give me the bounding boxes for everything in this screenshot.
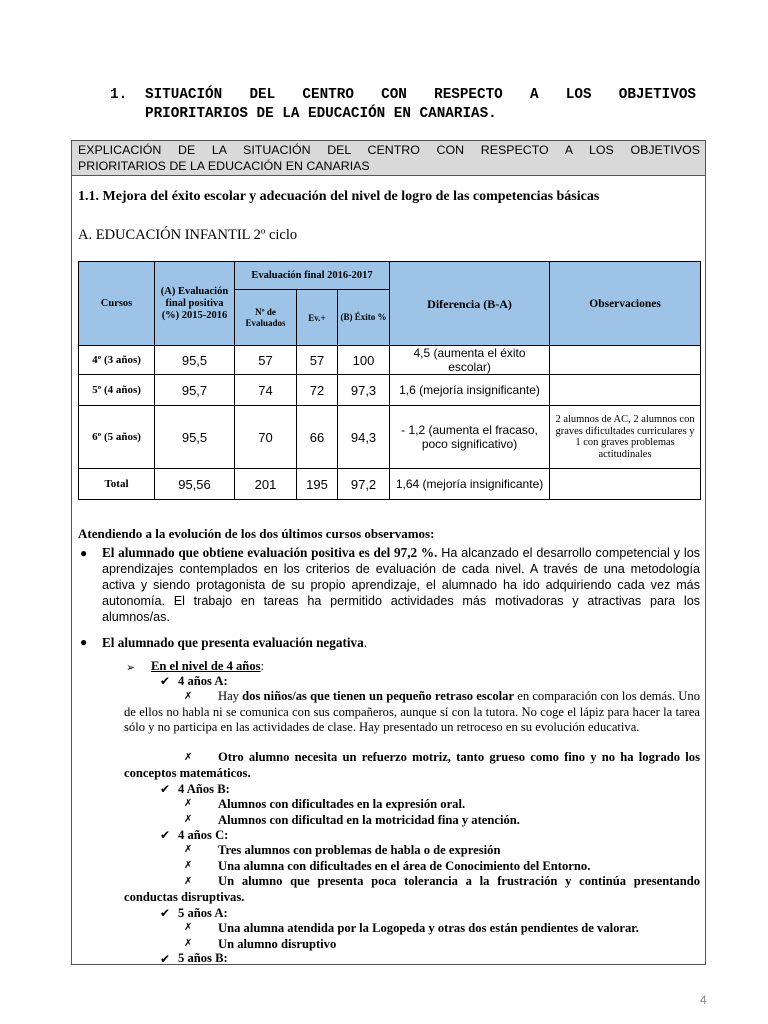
cell-diff: - 1,2 (aumenta el fracaso, poco significativo) (390, 406, 550, 469)
group-4a-item-2: Otro alumno necesita un refuerzo motriz, tanto grueso como fino y no ha logrado los conceptos matemáticos. (124, 750, 700, 780)
group-4c-item-2: Una alumna con dificultades en el área de Conocimiento del Entorno. (218, 859, 591, 873)
cell-a: 95,5 (155, 346, 235, 375)
box-header-line-2: PRIORITARIOS DE LA EDUCACIÓN EN CANARIAS (78, 159, 370, 173)
box-header-line-1: EXPLICACIÓN DE LA SITUACIÓN DEL CENTRO CON RESPECTO A LOS OBJETIVOS (78, 143, 700, 157)
cell-n: 70 (235, 406, 297, 469)
cross-icon: ✗ (184, 844, 193, 855)
group-5a-item-2: Un alumno disruptivo (218, 937, 337, 951)
cell-b: 97,2 (338, 469, 390, 500)
cell-b: 94,3 (338, 406, 390, 469)
cross-icon: ✗ (184, 938, 193, 949)
cell-curso: 5º (4 años) (79, 375, 155, 406)
bullet-dot-icon: ● (80, 635, 88, 649)
header-ev: Ev.+ (297, 290, 338, 346)
bullet-negative-bold: El alumnado que presenta evaluación negativa (102, 635, 364, 650)
group-4a-title: 4 años A: (178, 674, 228, 688)
cell-n: 201 (235, 469, 297, 500)
cell-obs (550, 469, 701, 500)
group-4b-item-2: Alumnos con dificultad en la motricidad fina y atención. (218, 813, 520, 827)
cell-b: 100 (338, 346, 390, 375)
cross-icon: ✗ (184, 691, 193, 702)
header-diferencia: Diferencia (B-A) (390, 262, 550, 346)
group-5b-title: 5 años B: (178, 951, 228, 965)
box-header (72, 141, 705, 176)
header-evaluacion: Evaluación final 2016-2017 (235, 262, 390, 290)
cross-icon: ✗ (184, 876, 193, 887)
cell-n: 57 (235, 346, 297, 375)
group-4a-item-1: Hay dos niños/as que tienen un pequeño retraso escolar en comparación con los demás. Uno de ellos no habla ni se comunica con sus compañeros, aunque sí con la tutora. No coge el lápiz para hacer la tarea sólo y no participa en las actividades de clase. Hay presentado un retroceso en su evolución educativa. (124, 689, 700, 734)
group-4b-title: 4 Años B: (178, 782, 230, 796)
header-observaciones: Observaciones (550, 262, 701, 346)
cell-a: 95,56 (155, 469, 235, 500)
cell-curso: 4º (3 años) (79, 346, 155, 375)
bullet-positive-bold: El alumnado que obtiene evaluación positiva es del 97,2 %. (102, 545, 438, 560)
table-row (79, 375, 701, 406)
cell-diff: 1,6 (mejoría insignificante) (390, 375, 550, 406)
group-4c-item-3: Un alumno que presenta poca tolerancia a la frustración y continúa presentando conductas disruptivas. (124, 874, 700, 904)
header-cursos: Cursos (79, 262, 155, 346)
group-5a-item-1: Una alumna atendida por la Logopeda y otras dos están pendientes de valorar. (218, 921, 639, 935)
group-4c-title: 4 años C: (178, 828, 229, 842)
heading-line-2: PRIORITARIOS DE LA EDUCACIÓN EN CANARIAS. (145, 106, 497, 122)
bullet-negative-end: . (363, 635, 367, 650)
cell-ev: 57 (297, 346, 338, 375)
cross-icon: ✗ (184, 814, 193, 825)
cell-ev: 66 (297, 406, 338, 469)
table-row (79, 346, 701, 375)
cell-ev: 195 (297, 469, 338, 500)
bullet-positive (80, 545, 700, 625)
bullet-dot-icon: ● (80, 546, 88, 560)
level-4-title: En el nivel de 4 años: (151, 659, 265, 673)
cross-icon: ✗ (184, 922, 193, 933)
table-row (79, 406, 701, 469)
header-a: (A) Evaluación final positiva (%) 2015-2016 (155, 262, 235, 346)
results-table (78, 261, 701, 500)
bullet-negative (80, 635, 367, 651)
section-title: A. EDUCACIÓN INFANTIL 2º ciclo (78, 227, 298, 243)
cell-curso: 6º (5 años) (79, 406, 155, 469)
page-number: 4 (700, 993, 707, 1007)
table-row (79, 469, 701, 500)
cell-obs: 2 alumnos de AC, 2 alumnos con graves dificultades curriculares y 1 con graves problemas actitudinales (550, 406, 701, 469)
check-icon: ✔ (160, 952, 171, 966)
intro-paragraph: Atendiendo a la evolución de los dos últimos cursos observamos: (78, 526, 435, 541)
header-n-evaluados: Nº de Evaluados (235, 290, 297, 346)
cell-a: 95,7 (155, 375, 235, 406)
group-4c-item-1: Tres alumnos con problemas de habla o de expresión (218, 843, 501, 857)
cell-obs (550, 375, 701, 406)
check-icon: ✔ (160, 828, 171, 842)
cell-diff: 1,64 (mejoría insignificante) (390, 469, 550, 500)
section-heading (110, 86, 696, 124)
heading-number: 1. (110, 87, 128, 103)
check-icon: ✔ (160, 906, 171, 920)
bullet-positive-text: Ha alcanzado el desarrollo competencial y los aprendizajes contemplados en los criterios de evaluación de cada nivel. A través de una metodología activa y siendo protagonista de su propio aprendizaje, el alumnado ha ido adquiriendo cada vez más autonomía. El trabajo en tareas ha permitido actividades más motivadoras y atractivas para los alumnos/as. (102, 546, 700, 624)
check-icon: ✔ (160, 674, 171, 688)
cell-n: 74 (235, 375, 297, 406)
cell-curso: Total (79, 469, 155, 500)
check-icon: ✔ (160, 782, 171, 796)
explanation-box (71, 140, 706, 965)
cell-a: 95,5 (155, 406, 235, 469)
group-5a-title: 5 años A: (178, 906, 228, 920)
cell-diff: 4,5 (aumenta el éxito escolar) (390, 346, 550, 375)
subsection-title: 1.1. Mejora del éxito escolar y adecuación del nivel de logro de las competencias básicas (78, 189, 600, 204)
heading-line-1: SITUACIÓN DEL CENTRO CON RESPECTO A LOS OBJETIVOS (145, 87, 696, 103)
header-b: (B) Éxito % (338, 290, 390, 346)
cross-icon: ✗ (184, 798, 193, 809)
cell-ev: 72 (297, 375, 338, 406)
cross-icon: ✗ (184, 860, 193, 871)
cell-obs (550, 346, 701, 375)
cross-icon: ✗ (184, 752, 193, 763)
cell-b: 97,3 (338, 375, 390, 406)
arrow-bullet-icon: ➢ (126, 662, 136, 674)
group-4b-item-1: Alumnos con dificultades en la expresión oral. (218, 797, 466, 811)
